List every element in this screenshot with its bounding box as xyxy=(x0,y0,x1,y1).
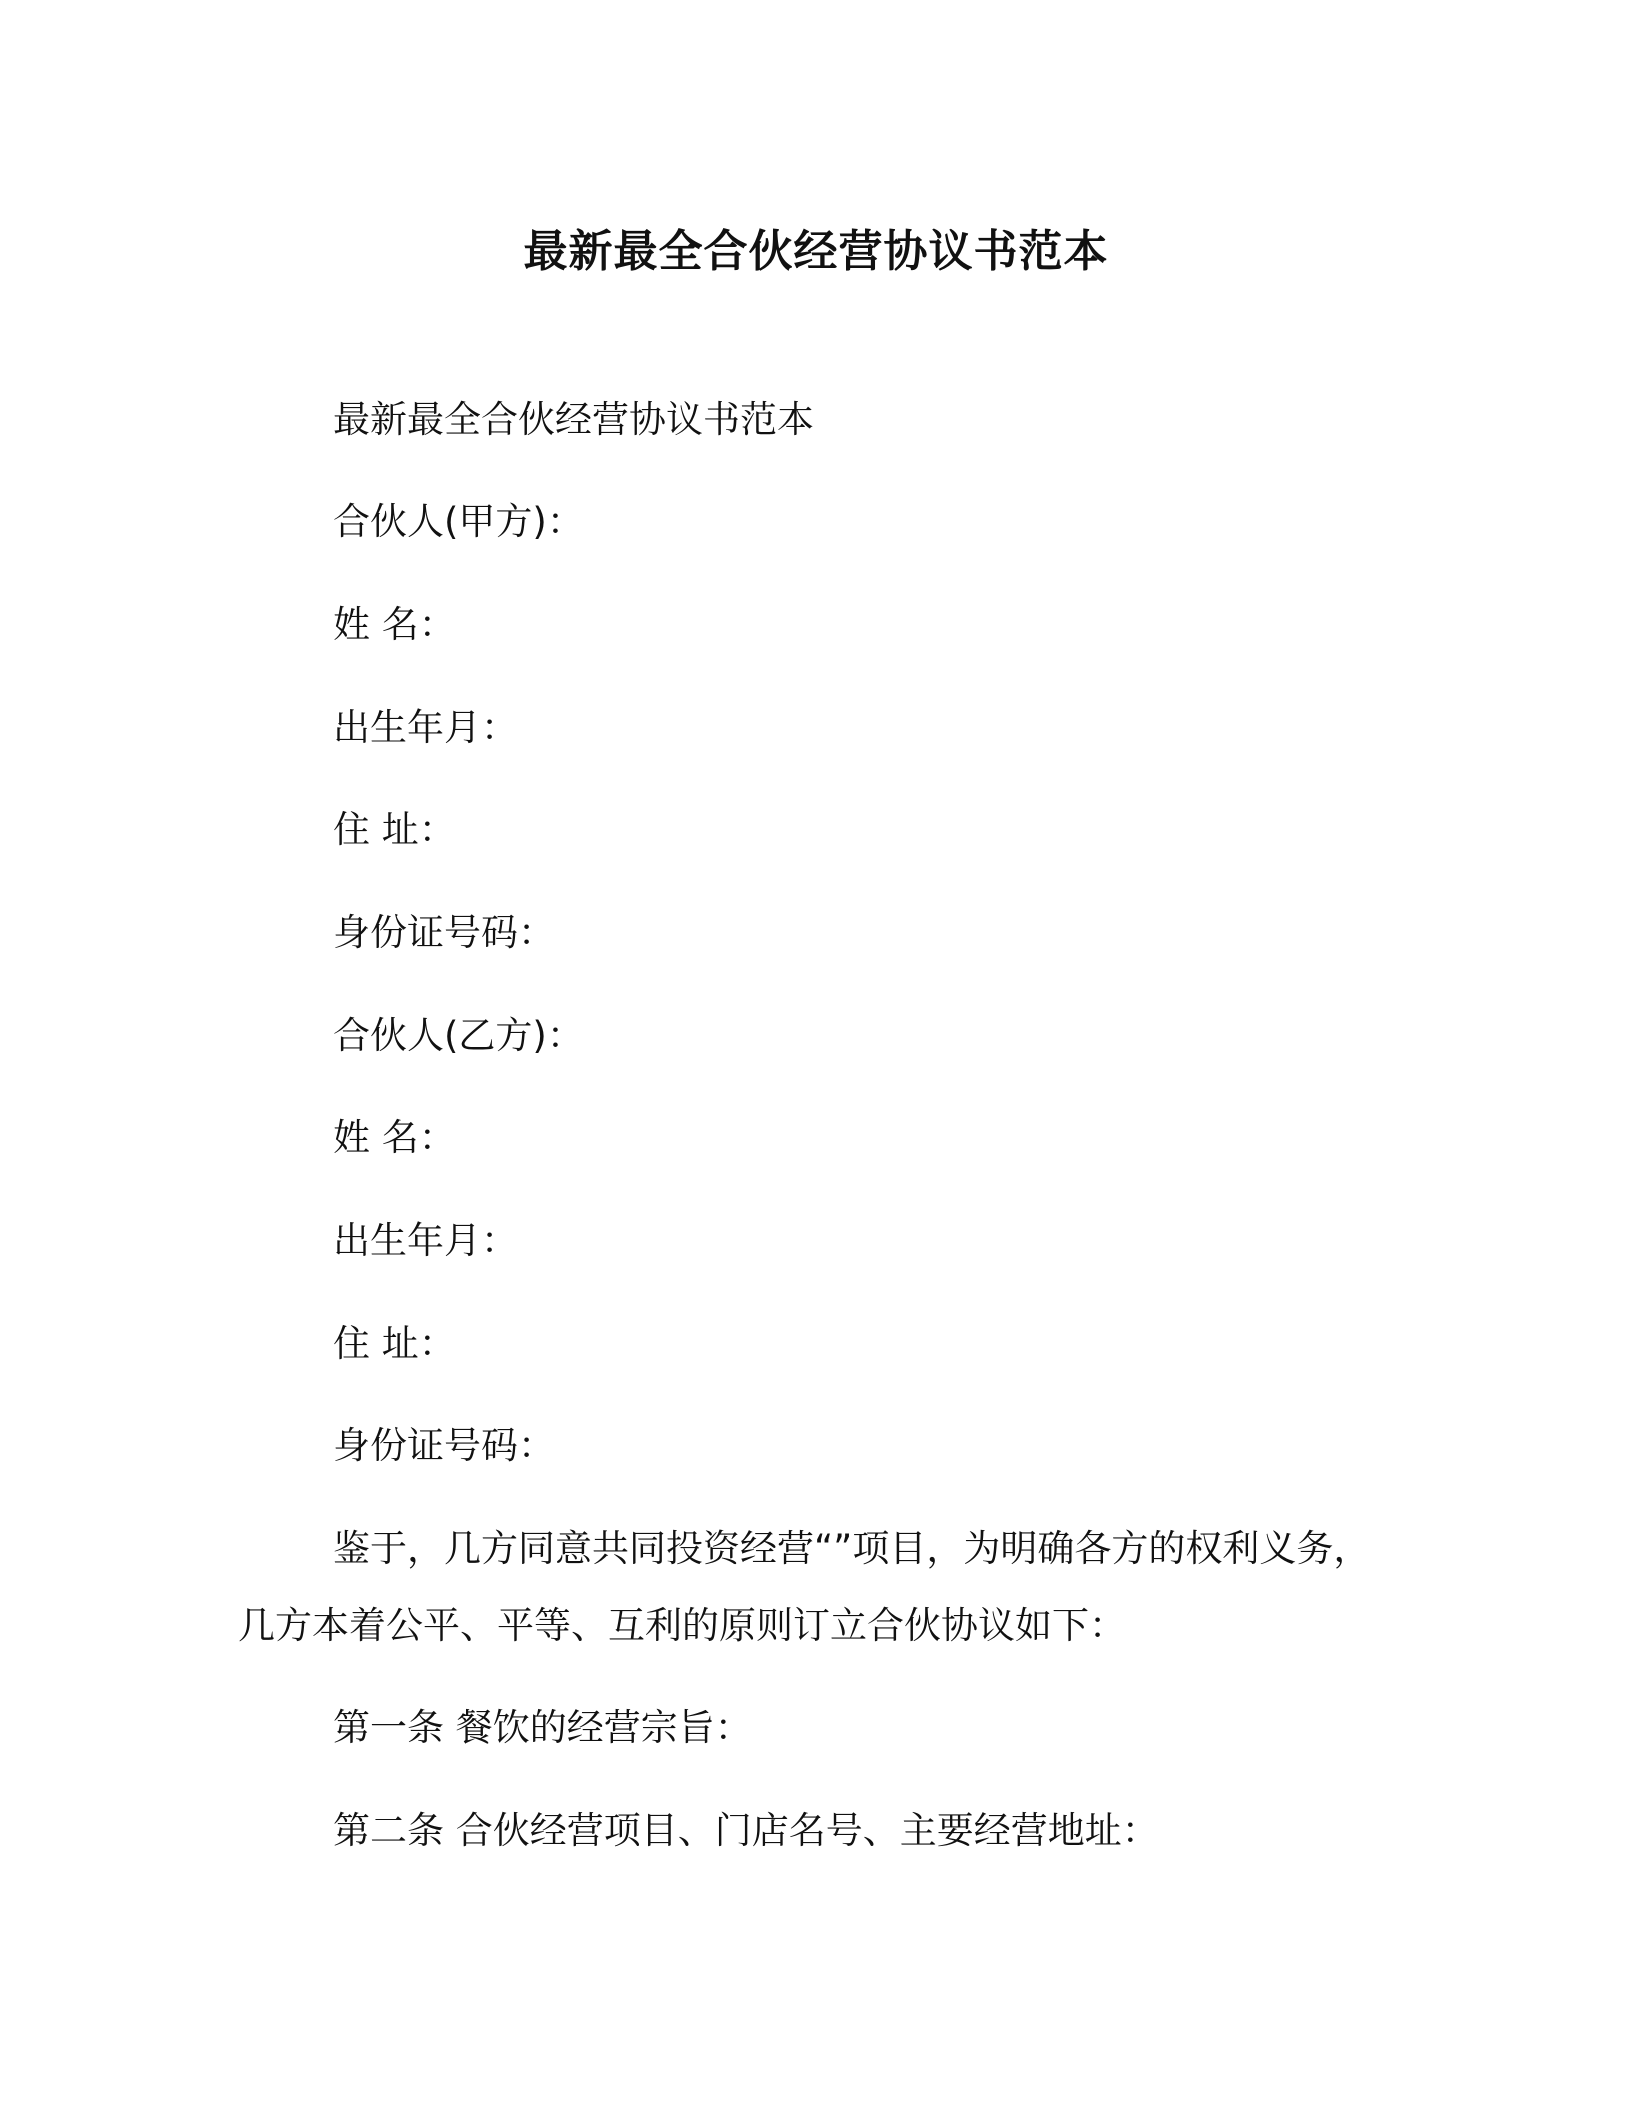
party-a-name-label: 姓 名： xyxy=(333,603,456,646)
party-b-address-label: 住 址： xyxy=(333,1322,456,1365)
party-b-heading: 合伙人(乙方)： xyxy=(333,1014,584,1057)
preamble-line-1: 鉴于，几方同意共同投资经营“”项目，为明确各方的权利义务， xyxy=(333,1527,1371,1570)
party-a-address-label: 住 址： xyxy=(333,808,456,851)
preamble-line-2: 几方本着公平、平等、互利的原则订立合伙协议如下： xyxy=(238,1604,1126,1647)
article-2: 第二条 合伙经营项目、门店名号、主要经营地址： xyxy=(333,1809,1159,1852)
article-1: 第一条 餐饮的经营宗旨： xyxy=(333,1706,752,1749)
document-subtitle: 最新最全合伙经营协议书范本 xyxy=(333,398,814,441)
party-a-id-label: 身份证号码： xyxy=(333,911,555,954)
party-b-birth-label: 出生年月： xyxy=(333,1219,518,1262)
party-b-id-label: 身份证号码： xyxy=(333,1424,555,1467)
party-a-birth-label: 出生年月： xyxy=(333,706,518,749)
party-a-heading: 合伙人(甲方)： xyxy=(333,500,584,543)
document-title: 最新最全合伙经营协议书范本 xyxy=(523,226,1109,277)
party-b-name-label: 姓 名： xyxy=(333,1116,456,1159)
